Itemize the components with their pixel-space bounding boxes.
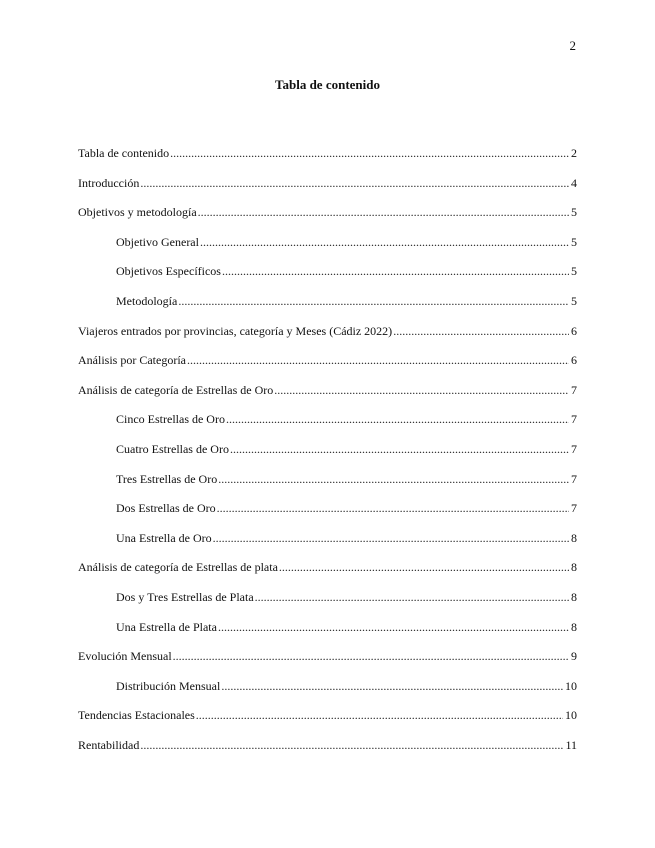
- toc-entry-label: Viajeros entrados por provincias, categoría y Meses (Cádiz 2022): [78, 323, 393, 338]
- toc-entry-label: Análisis de categoría de Estrellas de plata: [78, 560, 278, 575]
- dot-leader: [221, 678, 563, 694]
- toc-entry-tendencias-estacionales[interactable]: [78, 707, 577, 737]
- dot-leader: [170, 145, 569, 161]
- toc-entry-label: Objetivo General: [116, 234, 199, 249]
- toc-entry-label: Rentabilidad: [78, 737, 140, 752]
- dot-leader: [279, 559, 569, 575]
- dot-leader: [274, 382, 569, 398]
- toc-entry-page: 10: [565, 678, 577, 693]
- table-of-contents: [78, 145, 577, 766]
- dot-leader: [200, 234, 569, 250]
- dot-leader: [255, 589, 569, 605]
- toc-entry-page: 11: [565, 737, 577, 752]
- dot-leader: [140, 737, 563, 753]
- toc-entry-label: Dos y Tres Estrellas de Plata: [116, 589, 254, 604]
- toc-entry-page: 5: [571, 234, 577, 249]
- toc-entry-distribucion-mensual[interactable]: [78, 678, 577, 708]
- toc-entry-introduccion[interactable]: [78, 175, 577, 205]
- toc-entry-label: Tendencias Estacionales: [78, 708, 195, 723]
- toc-entry-page: 4: [571, 175, 577, 190]
- toc-entry-dos-estrellas-de-oro[interactable]: [78, 500, 577, 530]
- toc-entry-page: 7: [571, 441, 577, 456]
- toc-entry-dos-y-tres-estrellas-de-plata[interactable]: [78, 589, 577, 619]
- toc-entry-objetivos-y-metodologia[interactable]: [78, 204, 577, 234]
- page-number: 2: [569, 38, 576, 53]
- toc-entry-una-estrella-de-oro[interactable]: [78, 530, 577, 560]
- dot-leader: [173, 648, 569, 664]
- toc-entry-label: Cinco Estrellas de Oro: [116, 412, 225, 427]
- toc-entry-label: Distribución Mensual: [116, 678, 221, 693]
- toc-entry-page: 5: [571, 293, 577, 308]
- toc-entry-metodologia[interactable]: [78, 293, 577, 323]
- toc-entry-rentabilidad[interactable]: [78, 737, 577, 767]
- toc-entry-label: Metodología: [116, 293, 178, 308]
- dot-leader: [217, 500, 569, 516]
- toc-entry-page: 8: [571, 589, 577, 604]
- toc-entry-page: 5: [571, 264, 577, 279]
- toc-entry-estrellas-de-plata[interactable]: [78, 559, 577, 589]
- toc-entry-page: 2: [571, 146, 577, 160]
- dot-leader: [393, 323, 569, 339]
- dot-leader: [187, 352, 569, 368]
- toc-entry-page: 8: [571, 560, 577, 575]
- toc-entry-page: 6: [571, 353, 577, 368]
- toc-entry-una-estrella-de-plata[interactable]: [78, 619, 577, 649]
- toc-entry-estrellas-de-oro[interactable]: [78, 382, 577, 412]
- toc-entry-page: 7: [571, 412, 577, 427]
- dot-leader: [196, 707, 563, 723]
- toc-entry-tres-estrellas-de-oro[interactable]: [78, 471, 577, 501]
- toc-entry-page: 8: [571, 530, 577, 545]
- toc-entry-page: 7: [571, 382, 577, 397]
- toc-entry-label: Dos Estrellas de Oro: [116, 501, 216, 516]
- toc-entry-label: Introducción: [78, 175, 140, 190]
- toc-entry-page: 7: [571, 471, 577, 486]
- toc-entry-page: 9: [571, 649, 577, 664]
- toc-entry-label: Tabla de contenido: [78, 146, 170, 160]
- toc-entry-label: Cuatro Estrellas de Oro: [116, 441, 229, 456]
- dot-leader: [218, 619, 569, 635]
- toc-entry-label: Una Estrella de Plata: [116, 619, 217, 634]
- toc-entry-analisis-por-categoria[interactable]: [78, 352, 577, 382]
- toc-entry-tabla-de-contenido[interactable]: [78, 145, 577, 175]
- toc-entry-label: Evolución Mensual: [78, 649, 172, 664]
- toc-entry-viajeros-entrados[interactable]: [78, 323, 577, 353]
- toc-entry-objetivos-especificos[interactable]: [78, 263, 577, 293]
- toc-entry-page: 10: [565, 708, 577, 723]
- dot-leader: [226, 411, 569, 427]
- dot-leader: [198, 204, 569, 220]
- toc-entry-objetivo-general[interactable]: [78, 234, 577, 264]
- dot-leader: [218, 471, 569, 487]
- toc-entry-label: Tres Estrellas de Oro: [116, 471, 218, 486]
- dot-leader: [230, 441, 569, 457]
- dot-leader: [140, 175, 569, 191]
- toc-entry-page: 5: [571, 205, 577, 220]
- toc-entry-page: 6: [571, 323, 577, 338]
- toc-title: Tabla de contenido: [275, 77, 380, 92]
- toc-entry-label: Una Estrella de Oro: [116, 530, 212, 545]
- toc-entry-evolucion-mensual[interactable]: [78, 648, 577, 678]
- toc-entry-label: Objetivos y metodología: [78, 205, 197, 220]
- toc-entry-cuatro-estrellas-de-oro[interactable]: [78, 441, 577, 471]
- toc-entry-label: Análisis de categoría de Estrellas de Oro: [78, 382, 274, 397]
- toc-entry-cinco-estrellas-de-oro[interactable]: [78, 411, 577, 441]
- toc-entry-page: 8: [571, 619, 577, 634]
- toc-entry-page: 7: [571, 501, 577, 516]
- toc-entry-label: Análisis por Categoría: [78, 353, 186, 368]
- dot-leader: [178, 293, 569, 309]
- dot-leader: [213, 530, 569, 546]
- toc-entry-label: Objetivos Específicos: [116, 264, 221, 279]
- dot-leader: [222, 263, 569, 279]
